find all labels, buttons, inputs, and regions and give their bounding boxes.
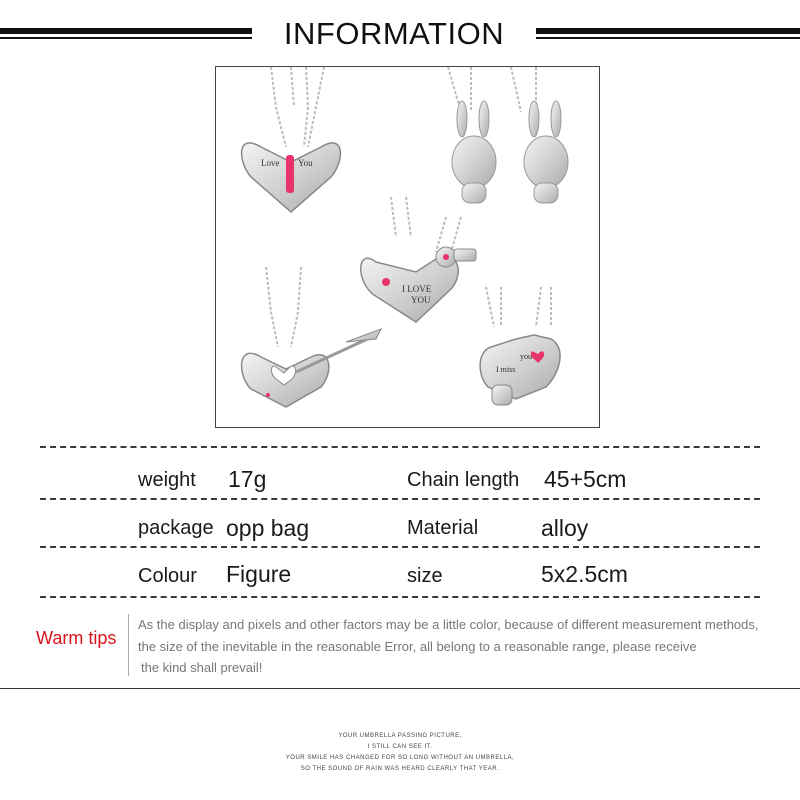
colour-value: Figure xyxy=(226,561,292,587)
material-label: Material xyxy=(407,517,479,539)
divider-dashed xyxy=(40,546,760,548)
tips-text-line-3: the kind shall prevail! xyxy=(141,660,263,675)
engraving-you-heart: YOU xyxy=(411,295,431,305)
heart-key-necklace-icon xyxy=(242,67,341,212)
material-value: alloy xyxy=(541,515,589,541)
warm-tips-label: Warm tips xyxy=(36,628,117,648)
poem-line-2: I STILL CAN SEE IT. xyxy=(367,744,433,750)
engraving-you-hand: you xyxy=(520,352,532,361)
divider-dashed xyxy=(40,596,760,598)
engraving-you: You xyxy=(298,158,313,168)
poem-line-3: YOUR SMILE HAS CHANGED FOR SO LONG WITHOUT AN UMBRELLA, xyxy=(285,755,515,761)
poem-line-1: YOUR UMBRELLA PASSING PICTURE, xyxy=(338,733,462,739)
heart-lock-key-necklace-icon xyxy=(361,197,476,322)
weight-value: 17g xyxy=(228,466,267,492)
engraving-i-love: I LOVE xyxy=(402,284,432,294)
header-bar-left xyxy=(0,28,252,40)
header-bar-right xyxy=(536,28,800,40)
engraving-i-miss: I miss xyxy=(496,365,516,374)
weight-label: weight xyxy=(138,469,196,491)
product-photo xyxy=(215,66,600,428)
tips-separator xyxy=(128,614,129,676)
colour-label: Colour xyxy=(138,565,197,587)
bottom-divider xyxy=(0,688,800,689)
tips-text-line-1: As the display and pixels and other factors may be a little color, because of different measurement methods, xyxy=(138,617,759,632)
hand-necklace-icon xyxy=(480,287,560,405)
engraving-love: Love xyxy=(261,158,280,168)
size-value: 5x2.5cm xyxy=(541,561,628,587)
tips-text-line-2: the size of the inevitable in the reasonable Error, all belong to a reasonable range, please receive xyxy=(138,639,697,654)
package-label: package xyxy=(138,517,214,539)
size-label: size xyxy=(407,565,443,587)
chain-length-label: Chain length xyxy=(407,469,520,491)
page-title: INFORMATION xyxy=(283,16,505,51)
divider-dashed xyxy=(40,446,760,448)
divider-dashed xyxy=(40,498,760,500)
chain-length-value: 45+5cm xyxy=(544,466,627,492)
bunny-necklace-icon xyxy=(448,67,568,203)
heart-arrow-necklace-icon xyxy=(242,267,381,407)
poem-line-4: SO THE SOUND OF RAIN WAS HEARD CLEARLY THAT YEAR. xyxy=(300,766,500,772)
package-value: opp bag xyxy=(226,515,310,541)
